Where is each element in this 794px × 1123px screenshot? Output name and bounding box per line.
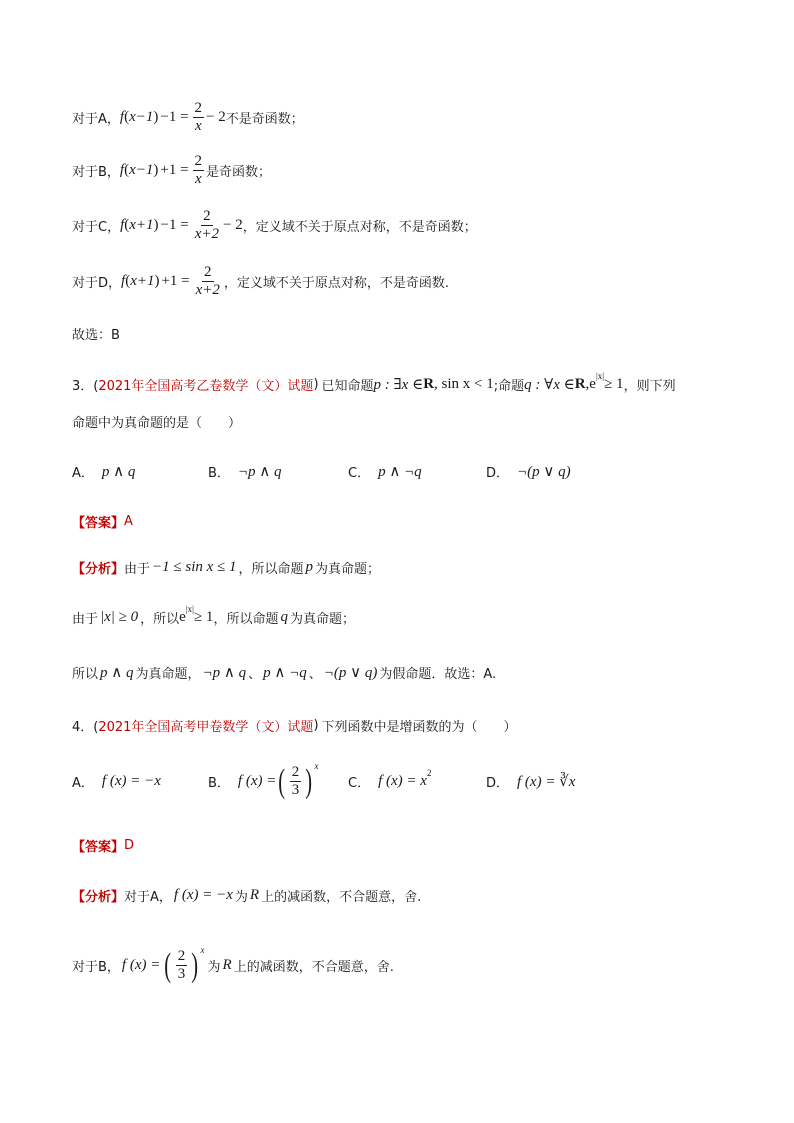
analysis-text: 所以 (72, 667, 99, 682)
option-label: D． (486, 466, 510, 481)
func-arg: x−1 (129, 162, 154, 178)
question-4-line (72, 716, 517, 735)
line-prefix: 对于C， (72, 220, 121, 235)
equation-tail: −1 = (160, 109, 189, 125)
question-text: 命题中为真命题的是（ ） (72, 416, 242, 431)
option-math: p ∧ q (101, 464, 136, 480)
exp-superscript: |x| (595, 370, 605, 381)
option-label: C． (348, 466, 371, 481)
option-a[interactable] (72, 772, 208, 791)
func-arg: x+1 (130, 273, 155, 289)
source-close: ) (313, 377, 319, 392)
analysis-text: 为假命题．故选：A. (379, 667, 497, 682)
fraction (193, 100, 205, 135)
equation-after: − 2 (222, 217, 243, 233)
answer-tag: 【答案】 (72, 516, 125, 531)
analysis-text: ，所以 (140, 612, 180, 627)
solution-line-b (72, 153, 271, 188)
option-c[interactable] (348, 767, 486, 791)
fraction-numerator: 2 (194, 153, 203, 169)
option-label: A． (72, 776, 94, 791)
question-4-options (72, 760, 576, 800)
paren-open: ( (278, 762, 286, 800)
fraction-denominator: 3 (291, 782, 300, 798)
analysis-4-line-2 (72, 944, 394, 984)
question-number: 4．( (72, 720, 99, 735)
func-name: f (119, 109, 125, 125)
fraction-numerator: 2 (291, 764, 300, 780)
option-label: C． (348, 776, 371, 791)
q-definition: q : ∀x ∈ (524, 377, 575, 393)
analysis-4-line-1 (72, 886, 421, 905)
option-math: ¬(p ∨ q) (517, 464, 571, 480)
sin-condition: , sin x < 1 (434, 376, 494, 392)
conclusion-text: 不是奇函数； (225, 112, 304, 127)
solution-line-d (72, 264, 449, 299)
question-number: 3．( (72, 379, 99, 394)
analysis-3-line-3 (72, 663, 496, 682)
answer-3 (72, 512, 133, 531)
analysis-math: R (222, 957, 232, 973)
fraction-denominator: x (194, 118, 202, 134)
exp-superscript: |x| (185, 603, 194, 614)
func-name: f (120, 217, 125, 233)
option-b[interactable] (208, 462, 348, 481)
paren-open: ( (164, 946, 172, 984)
fraction-denominator: 3 (177, 966, 186, 982)
paren-close: ) (153, 162, 159, 178)
source-close: ) (313, 718, 319, 733)
real-set-symbol: R (423, 376, 435, 392)
solution-line-a (72, 100, 304, 135)
analysis-math: −1 ≤ sin x ≤ 1 (152, 559, 237, 575)
analysis-text: 由于 (72, 612, 99, 627)
fraction-numerator: 2 (204, 264, 212, 280)
fraction-numerator: 2 (203, 208, 211, 224)
line-prefix: 对于D， (72, 276, 122, 291)
answer-value: D (124, 838, 135, 853)
exp-superscript: x (200, 944, 205, 955)
question-3-line-2 (72, 412, 241, 431)
analysis-math: ¬p ∧ q (202, 665, 247, 681)
fraction-numerator: 2 (194, 100, 203, 116)
func-arg: x−1 (129, 109, 154, 125)
analysis-math: f (x) = (121, 957, 161, 973)
analysis-text: 上的减函数，不合题意，舍. (261, 890, 422, 905)
conclusion-text: 是奇函数； (206, 165, 272, 180)
answer-value: A (124, 514, 133, 529)
line-prefix: 对于B， (72, 165, 120, 180)
fraction (194, 264, 222, 299)
line-prefix: 对于A， (72, 112, 120, 127)
analysis-math: p (305, 559, 314, 575)
option-math: f (x) = (237, 773, 277, 789)
paren-close: ) (154, 273, 160, 289)
p-definition: p : ∃x ∈ (373, 377, 424, 393)
analysis-text: 为真命题； (289, 612, 355, 627)
analysis-math: ≥ 1 (193, 609, 214, 625)
option-math: p ∧ ¬q (378, 464, 422, 480)
fraction-denominator: x (194, 171, 202, 187)
solution-line-c (72, 208, 477, 243)
analysis-text: 为真命题， (135, 667, 201, 682)
question-3-options (72, 462, 571, 481)
func-arg: x+1 (129, 217, 154, 233)
analysis-text: 对于B， (72, 960, 120, 975)
equation-after: − 2 (206, 109, 226, 125)
analysis-math: q (280, 609, 288, 625)
analysis-3-line-1 (72, 558, 380, 577)
analysis-math: |x| ≥ 0 (100, 609, 139, 625)
option-math: ¬p ∧ q (237, 464, 282, 480)
paren-open: ( (124, 217, 130, 233)
option-math: f (x) = ∛x (517, 774, 576, 790)
question-text: ，则下列 (623, 379, 676, 394)
option-d[interactable] (486, 462, 571, 481)
exp-base: ,e (585, 376, 596, 392)
exp-condition: ≥ 1 (604, 376, 624, 392)
analysis-text: ，所以命题 (238, 562, 304, 577)
analysis-math: f (x) = −x (173, 887, 233, 903)
analysis-text: 、 (248, 667, 262, 682)
analysis-3-line-2 (72, 603, 355, 627)
analysis-text: 对于A， (124, 890, 172, 905)
analysis-math: ¬(p ∨ q) (323, 665, 378, 681)
conclusion-text: ，定义域不关于原点对称，不是奇函数. (223, 276, 450, 291)
question-text: 已知命题 (321, 379, 374, 394)
analysis-text: 为 (234, 890, 248, 905)
option-a[interactable] (72, 462, 208, 481)
equation-tail: +1 = (160, 162, 189, 178)
paren-open: ( (124, 162, 130, 178)
option-d[interactable] (486, 772, 575, 791)
option-label: B． (208, 466, 230, 481)
func-name: f (121, 273, 126, 289)
analysis-math: p ∧ ¬q (263, 665, 307, 681)
exp-superscript: 2 (426, 767, 432, 778)
analysis-tag: 【分析】 (72, 562, 125, 577)
fraction (193, 208, 221, 243)
option-math: f (x) = x (378, 773, 427, 789)
question-text: ;命题 (493, 379, 525, 394)
exp-superscript: x (314, 760, 319, 771)
analysis-text: 、 (308, 667, 322, 682)
paren-close: ) (305, 762, 313, 800)
option-b[interactable] (208, 760, 348, 800)
option-label: D． (486, 776, 510, 791)
option-c[interactable] (348, 462, 486, 481)
fraction (290, 764, 302, 799)
paren-open: ( (124, 109, 130, 125)
real-set-symbol: R (574, 376, 586, 392)
equation-tail: +1 = (161, 273, 190, 289)
analysis-math: p ∧ q (100, 665, 134, 681)
question-text: 下列函数中是增函数的为（ ） (321, 720, 517, 735)
paren-close: ) (153, 109, 159, 125)
fraction-denominator: x+2 (194, 226, 219, 242)
paren-close: ) (191, 946, 199, 984)
equation-tail: −1 = (160, 217, 189, 233)
paren-open: ( (125, 273, 131, 289)
analysis-text: 为 (207, 960, 221, 975)
fraction (193, 153, 205, 188)
conclusion-text: ，定义域不关于原点对称，不是奇函数； (242, 220, 477, 235)
question-3-line-1 (72, 370, 676, 394)
analysis-tag: 【分析】 (72, 890, 125, 905)
choice-line (72, 324, 120, 343)
option-label: A． (72, 466, 94, 481)
analysis-math: e (179, 609, 186, 625)
answer-4 (72, 836, 134, 855)
fraction-denominator: x+2 (195, 282, 220, 298)
analysis-text: 为真命题； (315, 562, 381, 577)
fraction-numerator: 2 (177, 948, 186, 964)
analysis-text: 上的减函数，不合题意，舍. (233, 960, 394, 975)
choice-text: 故选：B (72, 328, 120, 343)
option-math: f (x) = −x (101, 773, 161, 789)
answer-tag: 【答案】 (72, 840, 125, 855)
question-source: 2021年全国高考甲卷数学（文）试题 (98, 720, 314, 735)
analysis-text: 由于 (124, 562, 151, 577)
func-name: f (119, 162, 125, 178)
analysis-text: ，所以命题 (213, 612, 279, 627)
option-label: B． (208, 776, 230, 791)
analysis-math: R (249, 887, 260, 903)
question-source: 2021年全国高考乙卷数学（文）试题 (98, 379, 314, 394)
paren-close: ) (153, 217, 159, 233)
fraction (176, 948, 188, 983)
